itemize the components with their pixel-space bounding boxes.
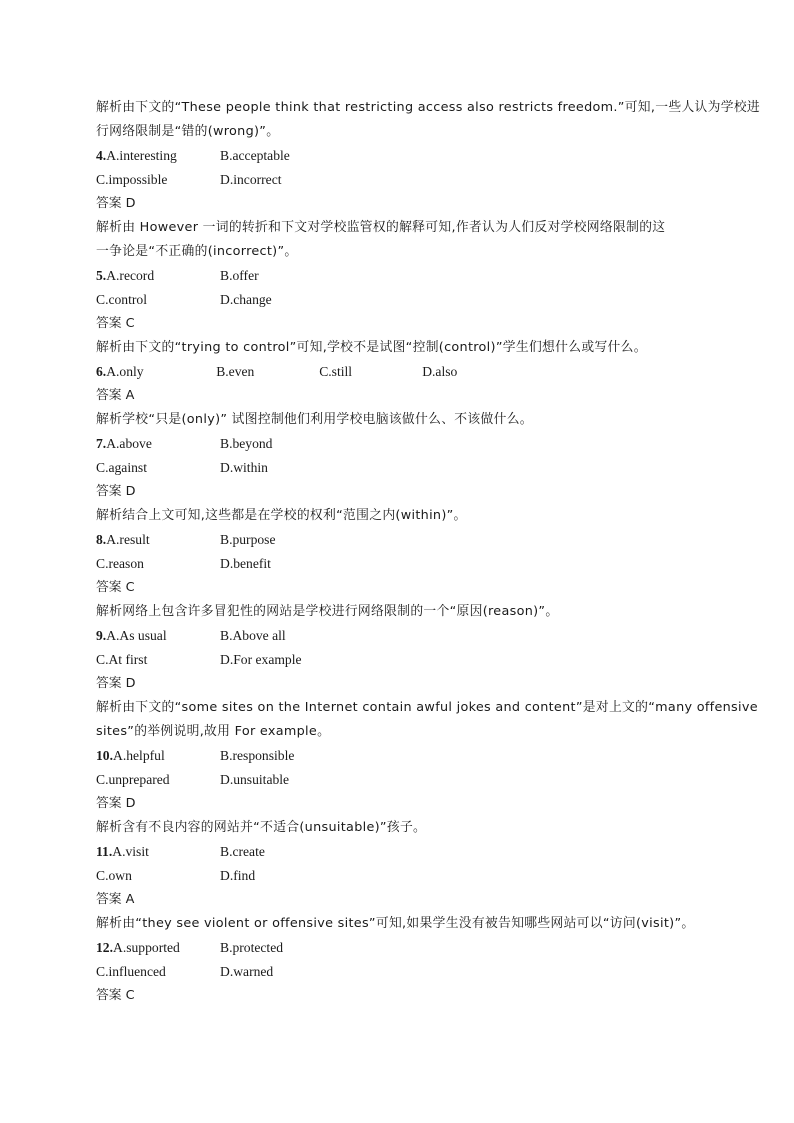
question-options-row: [96, 360, 700, 384]
option-c: C.reason: [96, 556, 144, 571]
option-d: D.unsuitable: [220, 772, 290, 787]
number-dot: .: [102, 436, 107, 451]
option-d: D.also: [422, 364, 458, 379]
option-c: C.still: [319, 364, 353, 379]
question-block: [96, 144, 700, 264]
question-block: [96, 360, 700, 432]
option-d: D.benefit: [220, 556, 271, 571]
option-a: A.above: [106, 436, 152, 451]
question-options-row: [96, 144, 700, 168]
question-number: 4: [96, 148, 103, 163]
answer-line: 答案 C: [96, 316, 135, 331]
option-c: C.own: [96, 868, 132, 883]
answer-line: 答案 D: [96, 676, 136, 691]
question-options-row: [96, 648, 700, 672]
option-c: C.against: [96, 460, 147, 475]
question-block: [96, 936, 700, 1008]
answer-line: 答案 D: [96, 196, 136, 211]
question-number: 7: [96, 436, 103, 451]
explanation-line: sites”的举例说明,故用 For example。: [96, 724, 331, 739]
option-b: B.Above all: [220, 628, 286, 643]
option-b: B.acceptable: [220, 148, 290, 163]
question-options-row: [96, 264, 700, 288]
question-block: [96, 528, 700, 624]
question-number: 6: [96, 364, 103, 379]
answer-line: 答案 A: [96, 892, 135, 907]
explanation-line: 解析由 However 一词的转折和下文对学校监管权的解释可知,作者认为人们反对学校网络限制的这: [96, 220, 666, 235]
answer-line: 答案 C: [96, 580, 135, 595]
option-c: C.influenced: [96, 964, 166, 979]
answer-line: 答案 C: [96, 988, 135, 1003]
question-options-row: [96, 936, 700, 960]
option-a: A.record: [106, 268, 155, 283]
option-b: B.offer: [220, 268, 259, 283]
option-a: A.As usual: [106, 628, 167, 643]
question-options-row: [96, 744, 700, 768]
explanation-line: 解析由下文的“some sites on the Internet contain awful jokes and content”是对上文的“many offensive: [96, 700, 758, 715]
option-b: B.beyond: [220, 436, 273, 451]
explanation-line: 一争论是“不正确的(incorrect)”。: [96, 244, 298, 259]
question-options-row: [96, 432, 700, 456]
explanation-line: 解析结合上文可知,这些都是在学校的权利“范围之内(within)”。: [96, 508, 467, 523]
question-block: [96, 624, 758, 744]
question-options-row: [96, 168, 700, 192]
option-d: D.within: [220, 460, 268, 475]
question-block: [96, 264, 700, 360]
option-b: B.responsible: [220, 748, 295, 763]
question-number: 9: [96, 628, 103, 643]
question-options-row: [96, 864, 700, 888]
number-dot: .: [102, 628, 107, 643]
number-dot: .: [102, 148, 107, 163]
question-block: [96, 840, 700, 936]
option-d: D.incorrect: [220, 172, 282, 187]
question-options-row: [96, 960, 700, 984]
option-a: A.visit: [112, 844, 149, 859]
question-options-row: [96, 552, 700, 576]
question-number: 10: [96, 748, 110, 763]
question-block: [96, 744, 700, 840]
option-c: C.control: [96, 292, 147, 307]
option-d: D.warned: [220, 964, 274, 979]
option-a: A.supported: [113, 940, 180, 955]
option-b: B.purpose: [220, 532, 276, 547]
answer-line: 答案 D: [96, 484, 136, 499]
number-dot: .: [102, 532, 107, 547]
option-a: A.interesting: [106, 148, 177, 163]
option-a: A.result: [106, 532, 150, 547]
option-a: A.helpful: [113, 748, 165, 763]
explanation-line: 解析网络上包含许多冒犯性的网站是学校进行网络限制的一个“原因(reason)”。: [96, 604, 559, 619]
number-dot: .: [109, 748, 113, 763]
question-options-row: [96, 288, 700, 312]
question-number: 12: [96, 940, 110, 955]
number-dot: .: [109, 940, 113, 955]
question-options-row: [96, 624, 700, 648]
option-d: D.change: [220, 292, 272, 307]
answer-key-content: [96, 96, 761, 1008]
option-b: B.create: [220, 844, 265, 859]
question-options-row: [96, 528, 700, 552]
question-options-row: [96, 768, 700, 792]
question-number: 8: [96, 532, 103, 547]
explanation-line: 解析含有不良内容的网站并“不适合(unsuitable)”孩子。: [96, 820, 427, 835]
option-a: A.only: [106, 364, 144, 379]
explanation-line: 行网络限制是“错的(wrong)”。: [96, 124, 280, 139]
question-number: 5: [96, 268, 103, 283]
explanation-line: 解析由“they see violent or offensive sites”可知,如果学生没有被告知哪些网站可以“访问(visit)”。: [96, 916, 695, 931]
question-number: 11: [96, 844, 109, 859]
question-options-row: [96, 840, 700, 864]
option-b: B.even: [216, 364, 255, 379]
answer-line: 答案 A: [96, 388, 135, 403]
question-list: [96, 144, 758, 1008]
explanation-line: 解析学校“只是(only)” 试图控制他们利用学校电脑该做什么、不该做什么。: [96, 412, 533, 427]
option-c: C.unprepared: [96, 772, 170, 787]
question-options-row: [96, 456, 700, 480]
option-d: D.For example: [220, 652, 302, 667]
number-dot: .: [108, 844, 113, 859]
number-dot: .: [102, 364, 107, 379]
option-c: C.At first: [96, 652, 148, 667]
explanation-line: 解析由下文的“trying to control”可知,学校不是试图“控制(control)”学生们想什么或写什么。: [96, 340, 647, 355]
option-c: C.impossible: [96, 172, 168, 187]
explanation-line: 解析由下文的“These people think that restricting access also restricts freedom.”可知,一些人认为学校进: [96, 100, 761, 115]
answer-line: 答案 D: [96, 796, 136, 811]
question-block: [96, 432, 700, 528]
option-b: B.protected: [220, 940, 284, 955]
option-d: D.find: [220, 868, 256, 883]
number-dot: .: [102, 268, 107, 283]
